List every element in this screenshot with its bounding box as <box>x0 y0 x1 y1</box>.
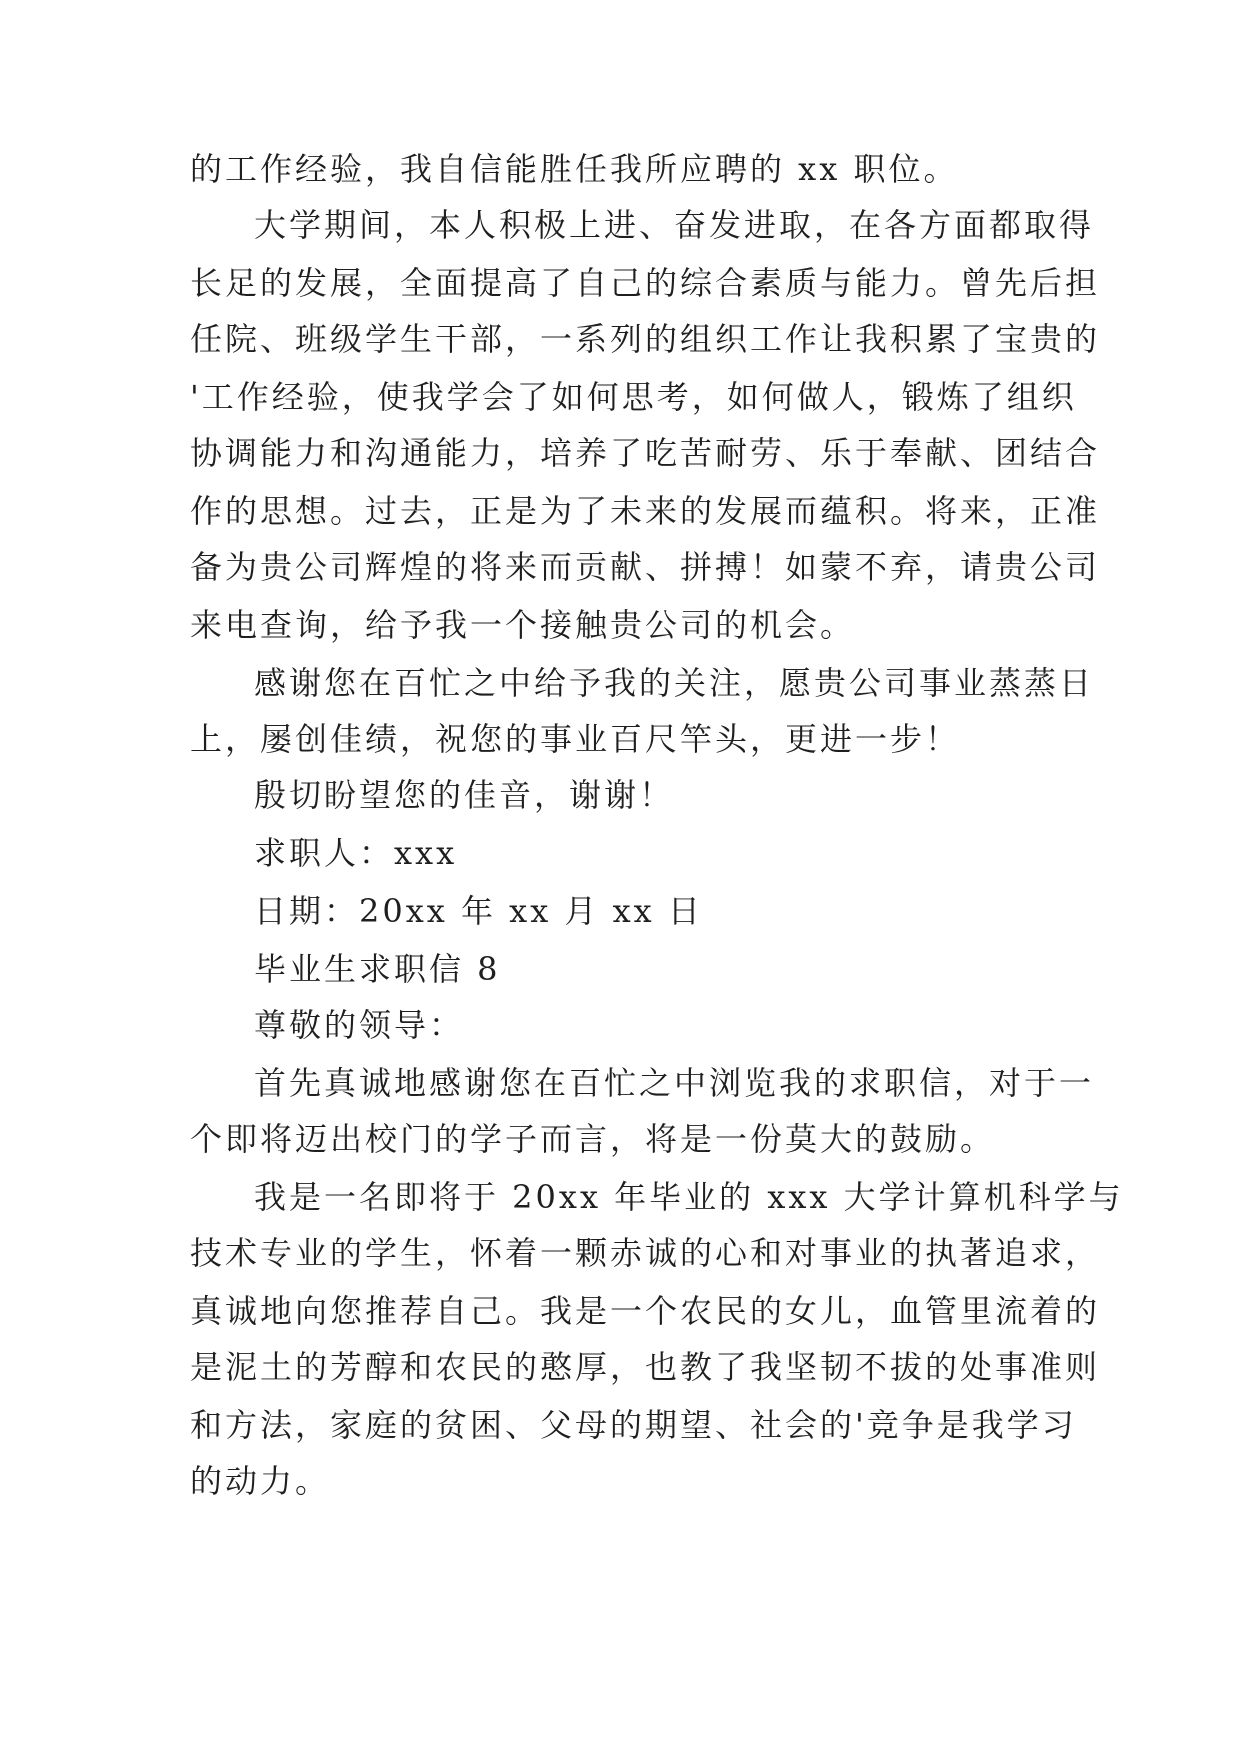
text-line: 任院、班级学生干部，一系列的组织工作让我积累了宝贵的 <box>190 320 1101 358</box>
paragraph-start-line: 殷切盼望您的佳音，谢谢！ <box>254 776 675 814</box>
salutation-line: 尊敬的领导： <box>254 1006 465 1044</box>
date-line: 日期：20xx 年 xx 月 xx 日 <box>254 892 703 930</box>
paragraph-start-line: 首先真诚地感谢您在百忙之中浏览我的求职信，对于一 <box>254 1064 1095 1102</box>
text-line: 是泥土的芳醇和农民的憨厚，也教了我坚韧不拔的处事准则 <box>190 1348 1101 1386</box>
text-line: 作的思想。过去，正是为了未来的发展而蕴积。将来，正准 <box>190 492 1101 530</box>
text-line: 技术专业的学生，怀着一颗赤诚的心和对事业的执著追求， <box>190 1234 1101 1272</box>
text-line: 备为贵公司辉煌的将来而贡献、拼搏！如蒙不弃，请贵公司 <box>190 548 1101 586</box>
text-line: 和方法，家庭的贫困、父母的期望、社会的'竞争是我学习 <box>190 1406 1077 1444</box>
paragraph-start-line: 我是一名即将于 20xx 年毕业的 xxx 大学计算机科学与 <box>254 1178 1124 1216</box>
text-line: 真诚地向您推荐自己。我是一个农民的女儿，血管里流着的 <box>190 1292 1101 1330</box>
text-line: 的动力。 <box>190 1462 331 1500</box>
section-heading: 毕业生求职信 8 <box>254 950 501 988</box>
text-line: 来电查询，给予我一个接触贵公司的机会。 <box>190 606 856 644</box>
paragraph-start-line: 大学期间，本人积极上进、奋发进取，在各方面都取得 <box>254 206 1095 244</box>
text-line: 长足的发展，全面提高了自己的综合素质与能力。曾先后担 <box>190 264 1101 302</box>
text-line: 协调能力和沟通能力，培养了吃苦耐劳、乐于奉献、团结合 <box>190 434 1101 472</box>
text-line: 上，屡创佳绩，祝您的事业百尺竿头，更进一步！ <box>190 720 961 758</box>
text-line: 的工作经验，我自信能胜任我所应聘的 xx 职位。 <box>190 150 959 188</box>
text-line: '工作经验，使我学会了如何思考，如何做人，锻炼了组织 <box>190 378 1077 416</box>
paragraph-start-line: 感谢您在百忙之中给予我的关注，愿贵公司事业蒸蒸日 <box>254 664 1095 702</box>
applicant-line: 求职人：xxx <box>254 834 458 872</box>
text-line: 个即将迈出校门的学子而言，将是一份莫大的鼓励。 <box>190 1120 996 1158</box>
